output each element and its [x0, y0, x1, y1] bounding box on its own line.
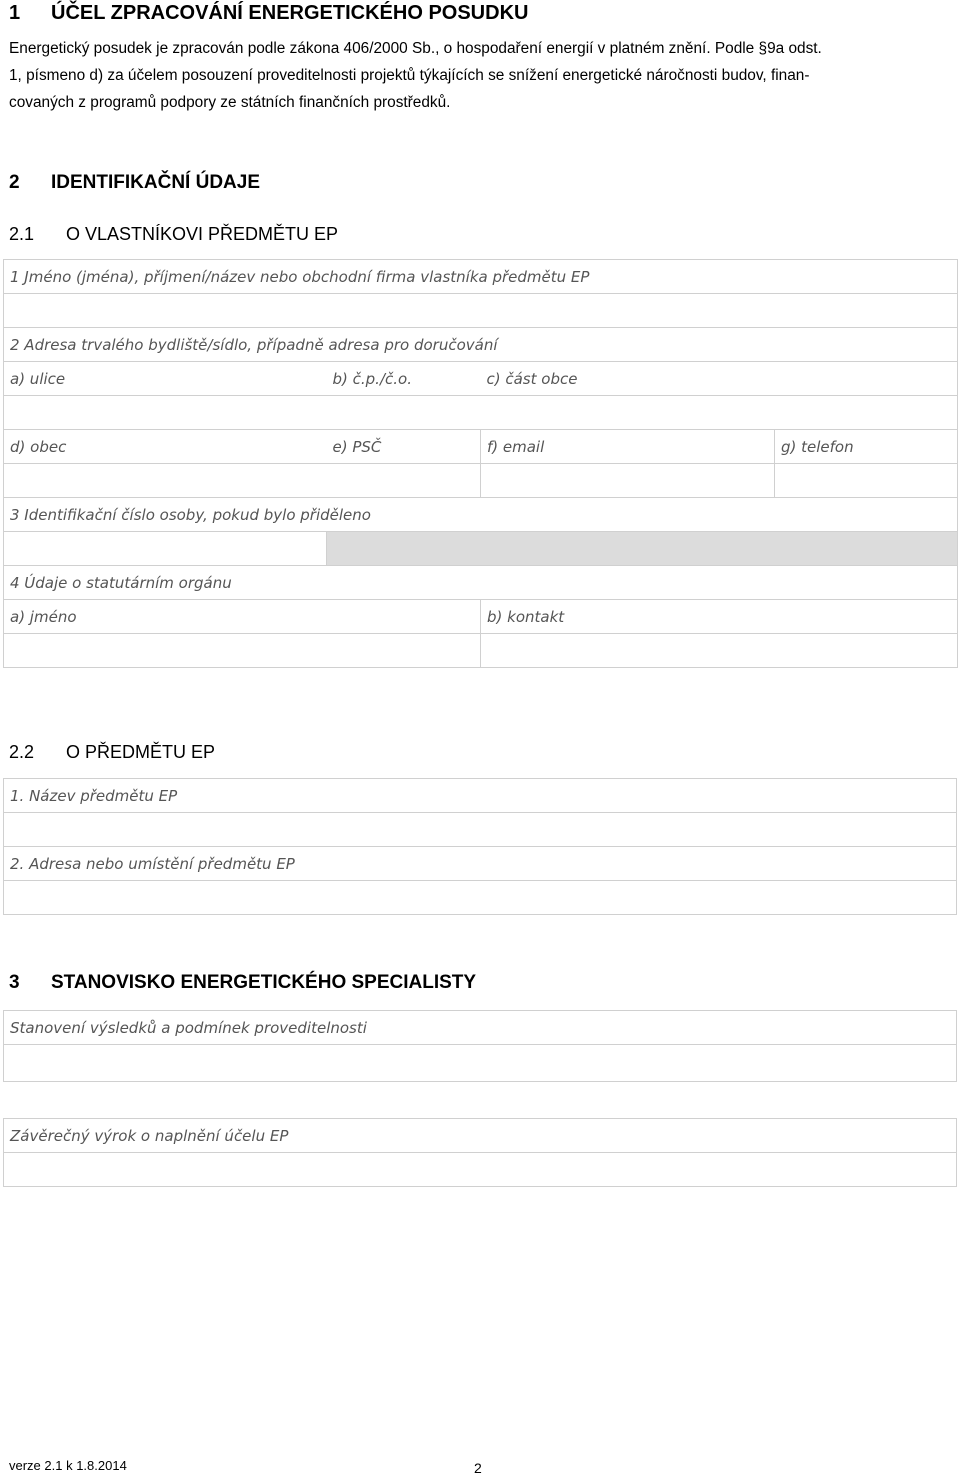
statutory-contact-label: b) kontakt — [481, 600, 958, 634]
statutory-name-field[interactable] — [4, 634, 481, 668]
paragraph-line: Energetický posudek je zpracován podle zákona 406/2000 Sb., o hospodaření energií v platném znění. Podle §9a odst. — [9, 40, 822, 57]
subject-address-field[interactable] — [4, 881, 957, 915]
subject-form-table — [3, 778, 957, 915]
section-1-paragraph — [9, 35, 954, 116]
conclusion-field[interactable] — [4, 1153, 957, 1187]
id-number-shaded-cell — [327, 532, 958, 566]
id-number-field[interactable] — [4, 532, 327, 566]
section-number: 3 — [9, 972, 20, 993]
owner-form-table — [3, 259, 958, 668]
subsection-number: 2.1 — [9, 224, 35, 244]
section-number: 1 — [9, 2, 21, 24]
section-3-heading — [9, 970, 476, 996]
city-zip-field[interactable] — [4, 464, 481, 498]
email-label: f) email — [481, 430, 775, 464]
subject-name-field[interactable] — [4, 813, 957, 847]
subsection-number: 2.2 — [9, 742, 35, 762]
subsection-title: O PŘEDMĚTU EP — [66, 742, 216, 762]
conclusion-label: Závěrečný výrok o naplnění účelu EP — [4, 1119, 957, 1153]
results-field[interactable] — [4, 1045, 957, 1082]
results-form-table — [3, 1010, 957, 1082]
section-1-heading — [9, 0, 528, 26]
results-label: Stanovení výsledků a podmínek proveditelnosti — [4, 1011, 957, 1045]
section-number: 2 — [9, 172, 20, 193]
address-field[interactable] — [4, 396, 958, 430]
paragraph-line: 1, písmeno d) za účelem posouzení proveditelnosti projektů týkajících se snížení energetické náročnosti budov, finan- — [9, 67, 810, 84]
section-title: STANOVISKO ENERGETICKÉHO SPECIALISTY — [51, 972, 477, 993]
owner-name-field[interactable] — [4, 294, 958, 328]
section-title: ÚČEL ZPRACOVÁNÍ ENERGETICKÉHO POSUDKU — [51, 2, 529, 24]
subsection-title: O VLASTNÍKOVI PŘEDMĚTU EP — [66, 224, 339, 244]
subject-name-label: 1. Název předmětu EP — [4, 779, 957, 813]
statutory-label: 4 Údaje o statutárním orgánu — [4, 566, 958, 600]
page-number: 2 — [474, 1460, 482, 1476]
id-number-label: 3 Identifikační číslo osoby, pokud bylo přiděleno — [4, 498, 958, 532]
conclusion-form-table — [3, 1118, 957, 1187]
statutory-name-label: a) jméno — [4, 600, 481, 634]
subsection-2-2-heading — [9, 740, 215, 764]
subsection-2-1-heading — [9, 222, 338, 246]
district-label: c) část obce — [481, 362, 958, 396]
street-label: a) ulice — [4, 362, 327, 396]
phone-field[interactable] — [775, 464, 958, 498]
version-footer: verze 2.1 k 1.8.2014 — [9, 1458, 127, 1473]
paragraph-line: covaných z programů podpory ze státních finančních prostředků. — [9, 94, 451, 111]
address-label: 2 Adresa trvalého bydliště/sídlo, případně adresa pro doručování — [4, 328, 958, 362]
house-number-label: b) č.p./č.o. — [327, 362, 481, 396]
section-2-heading — [9, 170, 260, 196]
subject-address-label: 2. Adresa nebo umístění předmětu EP — [4, 847, 957, 881]
zip-label: e) PSČ — [327, 430, 481, 464]
phone-label: g) telefon — [775, 430, 958, 464]
email-field[interactable] — [481, 464, 775, 498]
owner-name-label: 1 Jméno (jména), příjmení/název nebo obchodní firma vlastníka předmětu EP — [4, 260, 958, 294]
section-title: IDENTIFIKAČNÍ ÚDAJE — [51, 172, 261, 193]
statutory-contact-field[interactable] — [481, 634, 958, 668]
city-label: d) obec — [4, 430, 327, 464]
